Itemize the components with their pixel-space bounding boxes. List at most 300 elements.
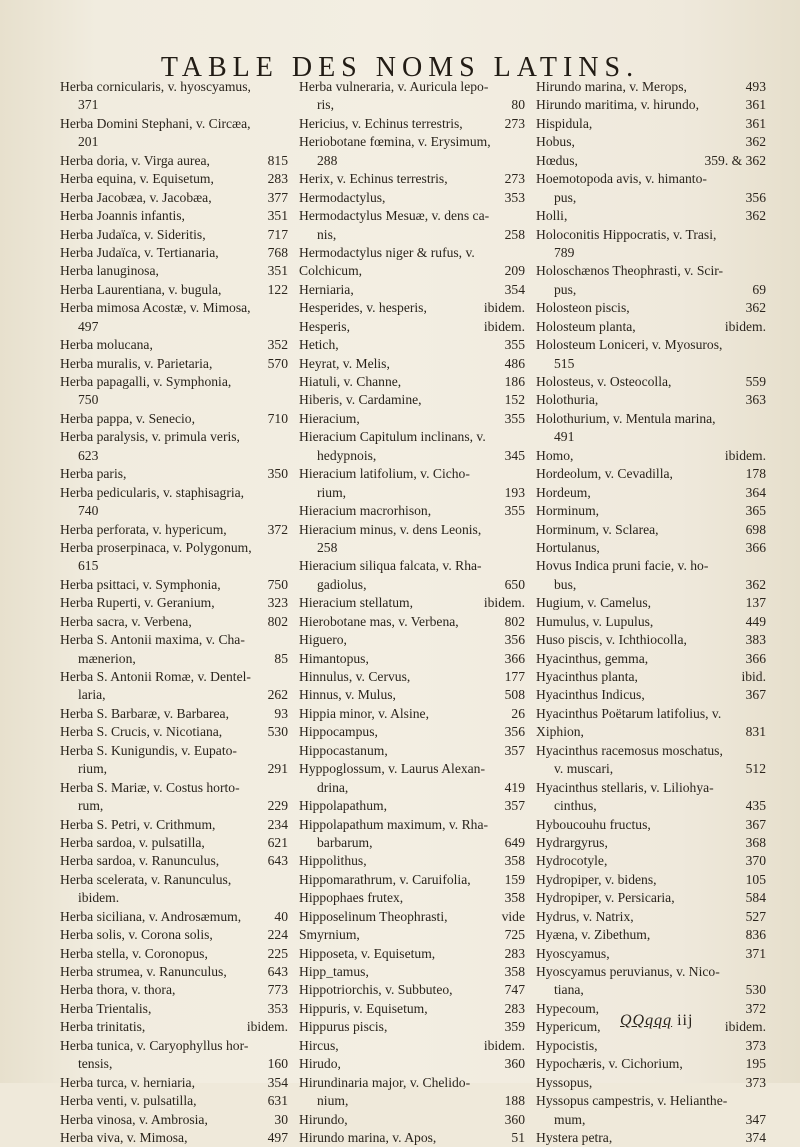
entry-text: Hyacinthus racemosus moschatus, [536, 742, 723, 758]
entry-page-ref: 368 [745, 834, 766, 850]
entry-page-ref: 717 [267, 226, 288, 242]
index-entry [299, 963, 525, 981]
index-entry [536, 834, 766, 852]
entry-page-ref: 51 [511, 1129, 525, 1145]
entry-page-ref: 209 [504, 263, 525, 279]
entry-page-ref: 273 [504, 171, 525, 187]
index-entry [299, 981, 525, 999]
entry-text: Herba tunica, v. Caryophyllus hor- [60, 1037, 249, 1053]
index-entry [536, 668, 766, 686]
entry-text: Herba cornicularis, v. hyoscyamus, [60, 79, 251, 94]
entry-text: Holoschænos Theophrasti, v. Scir- [536, 263, 723, 279]
entry-text: Hoemotopoda avis, v. himanto- [536, 171, 707, 187]
index-entry [536, 686, 766, 704]
index-entry [60, 816, 288, 834]
entry-text: Hydrargyrus, [536, 834, 608, 850]
index-entry [299, 705, 525, 723]
entry-text: Holosteum Loniceri, v. Myosuros, [536, 337, 723, 353]
index-entry [60, 1037, 288, 1055]
index-entry [299, 336, 525, 354]
entry-text: Herba S. Barbaræ, v. Barbarea, [60, 705, 229, 721]
index-entry [299, 631, 525, 649]
entry-page-ref: 362 [745, 208, 766, 224]
entry-page-ref: 152 [504, 392, 525, 408]
index-entry [299, 889, 525, 907]
entry-page-ref: 362 [745, 300, 766, 316]
entry-text: Hyacinthus planta, [536, 669, 638, 684]
entry-text: Herba paris, [60, 466, 127, 482]
entry-text: Herba solis, v. Corona solis, [60, 927, 213, 943]
index-entry [60, 428, 288, 446]
index-entry [299, 96, 525, 114]
index-entry [60, 521, 288, 539]
entry-page-ref: 363 [745, 392, 766, 408]
entry-text: 740 [78, 503, 99, 519]
entry-page-ref: 449 [745, 613, 766, 629]
entry-page-ref: 262 [267, 687, 288, 703]
index-entry [60, 1000, 288, 1018]
entry-page-ref: 836 [745, 927, 766, 943]
index-entry [60, 668, 288, 686]
index-entry [536, 1129, 766, 1147]
entry-page-ref: 493 [745, 79, 766, 94]
entry-text: Hydrus, v. Natrix, [536, 908, 634, 924]
index-entry [536, 410, 766, 428]
entry-text: pus, [554, 281, 577, 297]
entry-page-ref: 355 [504, 337, 525, 353]
index-entry [60, 189, 288, 207]
index-entry [536, 373, 766, 391]
entry-text: Herba Ruperti, v. Geranium, [60, 595, 215, 611]
entry-text: Heyrat, v. Melis, [299, 355, 390, 371]
entry-page-ref: 193 [504, 484, 525, 500]
entry-text: Herba Domini Stephani, v. Circæa, [60, 115, 251, 131]
index-entry [536, 963, 766, 981]
entry-text: Hydropiper, v. Persicaria, [536, 890, 675, 906]
entry-page-ref: 631 [267, 1093, 288, 1109]
entry-page-ref: ibid. [741, 669, 766, 684]
index-entry [299, 465, 525, 483]
entry-text: cinthus, [554, 798, 597, 814]
signature-suffix: iij [677, 1012, 694, 1029]
index-entry [299, 115, 525, 133]
entry-text: Herba muralis, v. Parietaria, [60, 355, 213, 371]
entry-page-ref: 643 [267, 964, 288, 979]
entry-page-ref: ibidem. [483, 1037, 525, 1053]
entry-text: Hippolithus, [299, 853, 367, 869]
entry-text: Herba stella, v. Coronopus, [60, 945, 208, 961]
entry-text: 497 [78, 318, 99, 334]
index-entry [299, 189, 525, 207]
entry-page-ref: 377 [267, 189, 288, 205]
entry-text: Herba viva, v. Mimosa, [60, 1129, 188, 1145]
entry-page-ref: 26 [511, 705, 525, 721]
index-entry [60, 594, 288, 612]
index-entry [536, 521, 766, 539]
entry-page-ref: 747 [504, 982, 525, 998]
index-entry [60, 631, 288, 649]
entry-page-ref: vide [501, 908, 525, 924]
entry-page-ref: 359 [504, 1019, 525, 1035]
entry-text: drina, [317, 779, 349, 795]
index-entry [299, 226, 525, 244]
index-entry [299, 521, 525, 539]
index-entry [299, 133, 525, 151]
entry-text: Herba siciliana, v. Androsæmum, [60, 908, 242, 924]
entry-page-ref: 383 [745, 632, 766, 648]
entry-text: Hipposeta, v. Equisetum, [299, 945, 436, 961]
entry-page-ref: 355 [504, 503, 525, 519]
entry-page-ref: 698 [745, 521, 766, 537]
index-entry [299, 207, 525, 225]
index-entry [299, 945, 525, 963]
entry-page-ref: 527 [745, 908, 766, 924]
entry-page-ref: 530 [745, 982, 766, 998]
index-entry [536, 1092, 766, 1110]
entry-page-ref: 710 [267, 410, 288, 426]
entry-page-ref: 258 [504, 226, 525, 242]
entry-page-ref: 356 [504, 632, 525, 648]
index-entry [299, 318, 525, 336]
entry-text: Hyacinthus, gemma, [536, 650, 649, 666]
entry-page-ref: 283 [504, 945, 525, 961]
entry-text: Hermodactylus Mesuæ, v. dens ca- [299, 208, 490, 224]
entry-text: Hirudo, [299, 1056, 341, 1072]
index-entry [536, 613, 766, 631]
entry-text: Hyssopus, [536, 1074, 593, 1090]
index-entry [299, 299, 525, 317]
index-entry [536, 447, 766, 465]
entry-text: Hipposelinum Theophrasti, [299, 908, 448, 924]
entry-page-ref: 373 [745, 1074, 766, 1090]
index-entry [536, 797, 766, 815]
entry-text: v. muscari, [554, 761, 614, 777]
index-entry [536, 981, 766, 999]
entry-page-ref: 366 [504, 650, 525, 666]
index-entry [299, 613, 525, 631]
index-entry [60, 355, 288, 373]
index-entry [299, 723, 525, 741]
index-entry [60, 779, 288, 797]
entry-text: Hyssopus campestris, v. Helianthe- [536, 1093, 728, 1109]
index-entry [60, 981, 288, 999]
entry-text: Hordeum, [536, 484, 591, 500]
index-entry [299, 152, 525, 170]
entry-text: Herba S. Crucis, v. Nicotiana, [60, 724, 223, 740]
index-entry [299, 447, 525, 465]
index-entry [60, 373, 288, 391]
entry-text: Hirundo marina, v. Apos, [299, 1129, 437, 1145]
index-entry [60, 834, 288, 852]
index-entry [536, 262, 766, 280]
entry-page-ref: 359. & 362 [704, 152, 766, 168]
entry-text: Hircus, [299, 1037, 339, 1053]
entry-text: Holosteon piscis, [536, 300, 630, 316]
entry-text: Hipp_tamus, [299, 964, 369, 979]
entry-page-ref: 372 [745, 1000, 766, 1016]
index-entry [536, 207, 766, 225]
entry-text: Herba sacra, v. Verbena, [60, 613, 192, 629]
index-entry [536, 226, 766, 244]
entry-text: ris, [317, 97, 334, 113]
index-entry [60, 281, 288, 299]
entry-text: 371 [78, 97, 99, 113]
index-entry [536, 170, 766, 188]
entry-text: Hirundinaria major, v. Chelido- [299, 1074, 471, 1090]
index-entry [536, 852, 766, 870]
entry-page-ref: 80 [511, 97, 525, 113]
entry-text: Huso piscis, v. Ichthiocolla, [536, 632, 687, 648]
entry-text: Holli, [536, 208, 568, 224]
index-entry [536, 1037, 766, 1055]
entry-text: Xiphion, [536, 724, 584, 740]
entry-text: Holothurium, v. Mentula marina, [536, 410, 716, 426]
entry-page-ref: 186 [504, 374, 525, 389]
entry-text: Hieracium stellatum, [299, 595, 414, 611]
entry-text: Horminum, [536, 503, 600, 519]
entry-text: Humulus, v. Lupulus, [536, 613, 654, 629]
entry-page-ref: 353 [267, 1000, 288, 1016]
entry-text: 201 [78, 134, 99, 150]
entry-page-ref: 371 [745, 945, 766, 961]
entry-page-ref: 355 [504, 410, 525, 426]
entry-text: Hippuris, v. Equisetum, [299, 1000, 428, 1016]
entry-text: Hypochæris, v. Cichorium, [536, 1056, 683, 1072]
index-entry [299, 1037, 525, 1055]
entry-page-ref: 350 [267, 466, 288, 482]
entry-page-ref: 30 [274, 1111, 288, 1127]
entry-text: Hinnulus, v. Cervus, [299, 669, 411, 684]
index-entry [60, 742, 288, 760]
entry-text: Herniaria, [299, 281, 354, 297]
entry-text: Herba Trientalis, [60, 1000, 152, 1016]
entry-page-ref: 356 [504, 724, 525, 740]
entry-page-ref: 570 [267, 355, 288, 371]
index-entry [536, 1055, 766, 1073]
index-entry [536, 96, 766, 114]
entry-text: mum, [554, 1111, 586, 1127]
index-entry [536, 189, 766, 207]
entry-text: 623 [78, 447, 99, 463]
entry-text: Hovus Indica pruni facie, v. ho- [536, 558, 709, 574]
index-entry [60, 650, 288, 668]
entry-page-ref: 643 [267, 853, 288, 869]
entry-text: Hiberis, v. Cardamine, [299, 392, 422, 408]
index-entry [536, 705, 766, 723]
entry-text: Hyppoglossum, v. Laurus Alexan- [299, 761, 486, 777]
index-entry [299, 281, 525, 299]
entry-text: 288 [317, 152, 338, 168]
entry-page-ref: 366 [745, 539, 766, 555]
entry-text: Herba Joannis infantis, [60, 208, 185, 224]
entry-text: Herix, v. Echinus terrestris, [299, 171, 448, 187]
entry-page-ref: 354 [267, 1074, 288, 1090]
index-entry [299, 871, 525, 889]
entry-text: tiana, [554, 982, 584, 998]
index-entry [299, 594, 525, 612]
entry-page-ref: 361 [745, 115, 766, 131]
index-entry [299, 410, 525, 428]
entry-text: Herba scelerata, v. Ranunculus, [60, 871, 232, 887]
entry-text: Herba psittaci, v. Symphonia, [60, 576, 221, 592]
index-entry [60, 1018, 288, 1036]
index-entry [60, 170, 288, 188]
entry-text: Herba Judaïca, v. Sideritis, [60, 226, 206, 242]
index-entry [299, 816, 525, 834]
entry-page-ref: 650 [504, 576, 525, 592]
entry-page-ref: 352 [267, 337, 288, 353]
index-entry [60, 852, 288, 870]
entry-text: 491 [554, 429, 575, 445]
entry-text: Hydropiper, v. bidens, [536, 871, 657, 887]
entry-page-ref: 360 [504, 1111, 525, 1127]
entry-page-ref: 177 [504, 669, 525, 684]
entry-text: ibidem. [78, 890, 120, 906]
entry-page-ref: 621 [267, 834, 288, 850]
entry-text: Holothuria, [536, 392, 599, 408]
index-entry [536, 115, 766, 133]
entry-page-ref: 137 [745, 595, 766, 611]
index-entry [299, 1092, 525, 1110]
entry-text: Hierobotane mas, v. Verbena, [299, 613, 459, 629]
entry-page-ref: 93 [274, 705, 288, 721]
index-entry [536, 871, 766, 889]
entry-page-ref: 351 [267, 208, 288, 224]
entry-text: Hystera petra, [536, 1129, 613, 1145]
entry-text: Hinnus, v. Mulus, [299, 687, 396, 703]
entry-text: Hieracium siliqua falcata, v. Rha- [299, 558, 482, 574]
entry-page-ref: 354 [504, 281, 525, 297]
entry-text: Herba paralysis, v. primula veris, [60, 429, 240, 445]
entry-page-ref: 508 [504, 687, 525, 703]
entry-text: Hyæna, v. Zibethum, [536, 927, 651, 943]
index-entry [536, 502, 766, 520]
entry-text: Hippotriorchis, v. Subbuteo, [299, 982, 453, 998]
entry-page-ref: 105 [745, 871, 766, 887]
index-entry [60, 705, 288, 723]
signature-letters: QQqqq [620, 1012, 673, 1029]
entry-page-ref: 802 [267, 613, 288, 629]
index-entry [60, 945, 288, 963]
entry-page-ref: 273 [504, 115, 525, 131]
entry-page-ref: 373 [745, 1037, 766, 1053]
entry-text: Hobus, [536, 134, 575, 150]
entry-text: Hypocistis, [536, 1037, 598, 1053]
entry-text: Holosteum planta, [536, 318, 636, 334]
entry-text: Smyrnium, [299, 927, 360, 943]
entry-text: rium, [317, 484, 347, 500]
entry-text: Herba trinitatis, [60, 1019, 146, 1035]
index-entry [536, 78, 766, 96]
entry-text: 750 [78, 392, 99, 408]
entry-page-ref: 364 [745, 484, 766, 500]
index-entry [60, 262, 288, 280]
index-entry [60, 226, 288, 244]
entry-text: Herba S. Antonii Romæ, v. Dentel- [60, 669, 251, 684]
entry-page-ref: ibidem. [483, 595, 525, 611]
entry-page-ref: 40 [274, 908, 288, 924]
entry-text: Hericius, v. Echinus terrestris, [299, 115, 463, 131]
entry-text: Hetich, [299, 337, 339, 353]
entry-text: Herba Jacobæa, v. Jacobæa, [60, 189, 212, 205]
index-entry [299, 576, 525, 594]
index-entry [299, 908, 525, 926]
entry-page-ref: 530 [267, 724, 288, 740]
index-entry [299, 502, 525, 520]
entry-text: Herba S. Mariæ, v. Costus horto- [60, 779, 240, 795]
entry-text: Herba S. Antonii maxima, v. Cha- [60, 632, 245, 648]
index-entry [299, 926, 525, 944]
entry-text: Hieracium minus, v. dens Leonis, [299, 521, 482, 537]
index-entry [60, 502, 288, 520]
entry-page-ref: 188 [504, 1093, 525, 1109]
index-entry [60, 723, 288, 741]
entry-text: Hœdus, [536, 152, 578, 168]
entry-page-ref: ibidem. [483, 318, 525, 334]
entry-text: Hypericum, [536, 1019, 601, 1035]
entry-text: Hirundo maritima, v. hirundo, [536, 97, 699, 113]
index-entry [60, 336, 288, 354]
entry-text: Herba sardoa, v. Ranunculus, [60, 853, 220, 869]
index-entry [60, 96, 288, 114]
index-entry [299, 650, 525, 668]
entry-page-ref: 358 [504, 890, 525, 906]
entry-page-ref: 323 [267, 595, 288, 611]
entry-page-ref: 831 [745, 724, 766, 740]
entry-text: Herba vulneraria, v. Auricula lepo- [299, 79, 489, 94]
index-entry [536, 557, 766, 575]
entry-text: Herba venti, v. pulsatilla, [60, 1093, 197, 1109]
entry-page-ref: 85 [274, 650, 288, 666]
entry-page-ref: 725 [504, 927, 525, 943]
entry-text: laria, [78, 687, 106, 703]
index-entry [299, 484, 525, 502]
entry-page-ref: 347 [745, 1111, 766, 1127]
index-column-3 [536, 78, 766, 1147]
index-entry [536, 133, 766, 151]
index-entry [299, 262, 525, 280]
index-entry [60, 686, 288, 704]
entry-text: Hippolapathum maximum, v. Rha- [299, 816, 489, 832]
entry-page-ref: 768 [267, 244, 288, 260]
index-entry [60, 318, 288, 336]
entry-text: Hyoscyamus peruvianus, v. Nico- [536, 964, 720, 979]
entry-text: Hippomarathrum, v. Caruifolia, [299, 871, 471, 887]
index-entry [299, 852, 525, 870]
entry-text: Herba perforata, v. hypericum, [60, 521, 227, 537]
index-entry [60, 152, 288, 170]
entry-text: Herba sardoa, v. pulsatilla, [60, 834, 205, 850]
index-entry [60, 613, 288, 631]
index-entry [536, 779, 766, 797]
entry-page-ref: 229 [267, 798, 288, 814]
entry-page-ref: 649 [504, 834, 525, 850]
entry-text: Hugium, v. Camelus, [536, 595, 652, 611]
index-entry [299, 668, 525, 686]
entry-text: Hesperis, [299, 318, 350, 334]
entry-text: Herba equina, v. Equisetum, [60, 171, 214, 187]
entry-page-ref: 362 [745, 576, 766, 592]
entry-text: Colchicum, [299, 263, 363, 279]
entry-text: nium, [317, 1093, 349, 1109]
index-entry [536, 281, 766, 299]
entry-page-ref: 367 [745, 816, 766, 832]
index-entry [299, 742, 525, 760]
index-entry [60, 447, 288, 465]
index-entry [299, 355, 525, 373]
entry-page-ref: 486 [504, 355, 525, 371]
index-column-1 [60, 78, 288, 1147]
